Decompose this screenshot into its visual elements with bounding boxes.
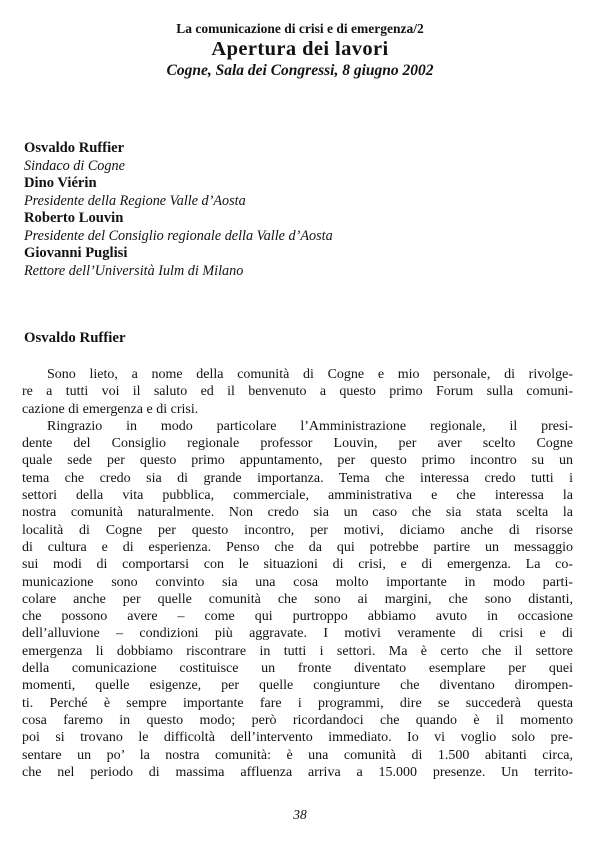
speaker-name: Roberto Louvin: [24, 210, 124, 226]
text-line: di cultura e di esperienza. Penso che da qui potrebbe partire un messaggio: [22, 539, 573, 555]
speaker-role: Presidente della Regione Valle d’Aosta: [24, 192, 246, 209]
speaker-entry: [24, 245, 573, 280]
text-line: nostra comunità naturalmente. Non credo sia un caso che sia stata scelta la: [22, 505, 573, 521]
page-title: Apertura dei lavori: [211, 38, 389, 60]
text-line: dente del Consiglio regionale professor Louvin, per aver scelto Cogne: [22, 436, 573, 452]
speaker-entry: [24, 175, 573, 210]
text-line: che possono avere – come qui purtroppo abbiamo avuto in occasione: [22, 609, 573, 625]
text-line: colare anche per quelle comunità che sono ai margini, che sono distanti,: [22, 591, 573, 607]
speaker-name: Osvaldo Ruffier: [24, 140, 125, 156]
speech-section-heading: Osvaldo Ruffier: [24, 330, 126, 346]
text-line: cazione di emergenza e di crisi.: [22, 401, 199, 417]
speakers-list: [24, 140, 573, 280]
speaker-name: Dino Viérin: [24, 175, 97, 191]
text-line: Sono lieto, a nome della comunità di Cogne e mio personale, di rivolge-: [47, 367, 573, 382]
text-line: della comunicazione costituisce un fronte diventato esemplare per quei: [22, 661, 573, 677]
text-line: località di Cogne per questo incontro, per motivi, diciamo anche di risorse: [22, 522, 573, 538]
page-number: 38: [293, 807, 307, 822]
speaker-entry: [24, 140, 573, 175]
text-line: quale sede per questo primo appuntamento, per questo primo incontro su un: [22, 453, 573, 469]
event-subtitle: Cogne, Sala dei Congressi, 8 giugno 2002: [166, 62, 434, 79]
text-line: Ringrazio in modo particolare l’Amministrazione regionale, il presi-: [47, 418, 573, 434]
speech-body-text: [22, 366, 573, 781]
text-line: municazione sono convinto sia una cosa molto importante in modo parti-: [22, 574, 573, 590]
speaker-role: Rettore dell’Università Iulm di Milano: [24, 262, 244, 279]
text-line: sentare un po’ la nostra comunità: è una comunità di 1.500 abitanti circa,: [22, 747, 573, 763]
series-title: La comunicazione di crisi e di emergenza/2: [176, 21, 424, 36]
text-line: cosa faremo in questo modo; però ricordandoci che quando è il momento: [22, 712, 573, 728]
text-line: re a tutti voi il saluto ed il benvenuto a questo primo Forum sulla comuni-: [22, 384, 573, 400]
text-line: dell’alluvione – condizioni più aggravate. I motivi veramente di crisi e di: [22, 626, 573, 642]
speaker-name: Giovanni Puglisi: [24, 245, 128, 261]
text-line: che nel periodo di massima affluenza arriva a 15.000 presenze. Un territo-: [22, 764, 573, 780]
page-header: [0, 20, 600, 80]
speaker-role: Sindaco di Cogne: [24, 157, 125, 174]
text-line: emergenza li dobbiamo riscontrare in tutti i settori. Ma è certo che il settore: [22, 643, 573, 659]
speaker-entry: [24, 210, 573, 245]
text-line: sui modi di comportarsi con le situazioni di crisi, e di emergenza. La co-: [22, 557, 573, 573]
text-line: ti. Perché è sempre importante fare i programmi, dire se succederà questa: [22, 695, 573, 711]
text-line: tema che credo sia di grande importanza. Tema che interessa credo tutti i: [22, 470, 573, 486]
text-line: momenti, quelle esigenze, per quelle congiunture che diventano dirompen-: [22, 678, 573, 694]
speaker-role: Presidente del Consiglio regionale della Valle d’Aosta: [24, 227, 333, 244]
text-line: settori della vita pubblica, commerciale, amministrativa e che interessa la: [22, 488, 573, 504]
text-line: poi si trovano le difficoltà dell’intervento immediato. Io vi voglio solo pre-: [22, 730, 573, 746]
